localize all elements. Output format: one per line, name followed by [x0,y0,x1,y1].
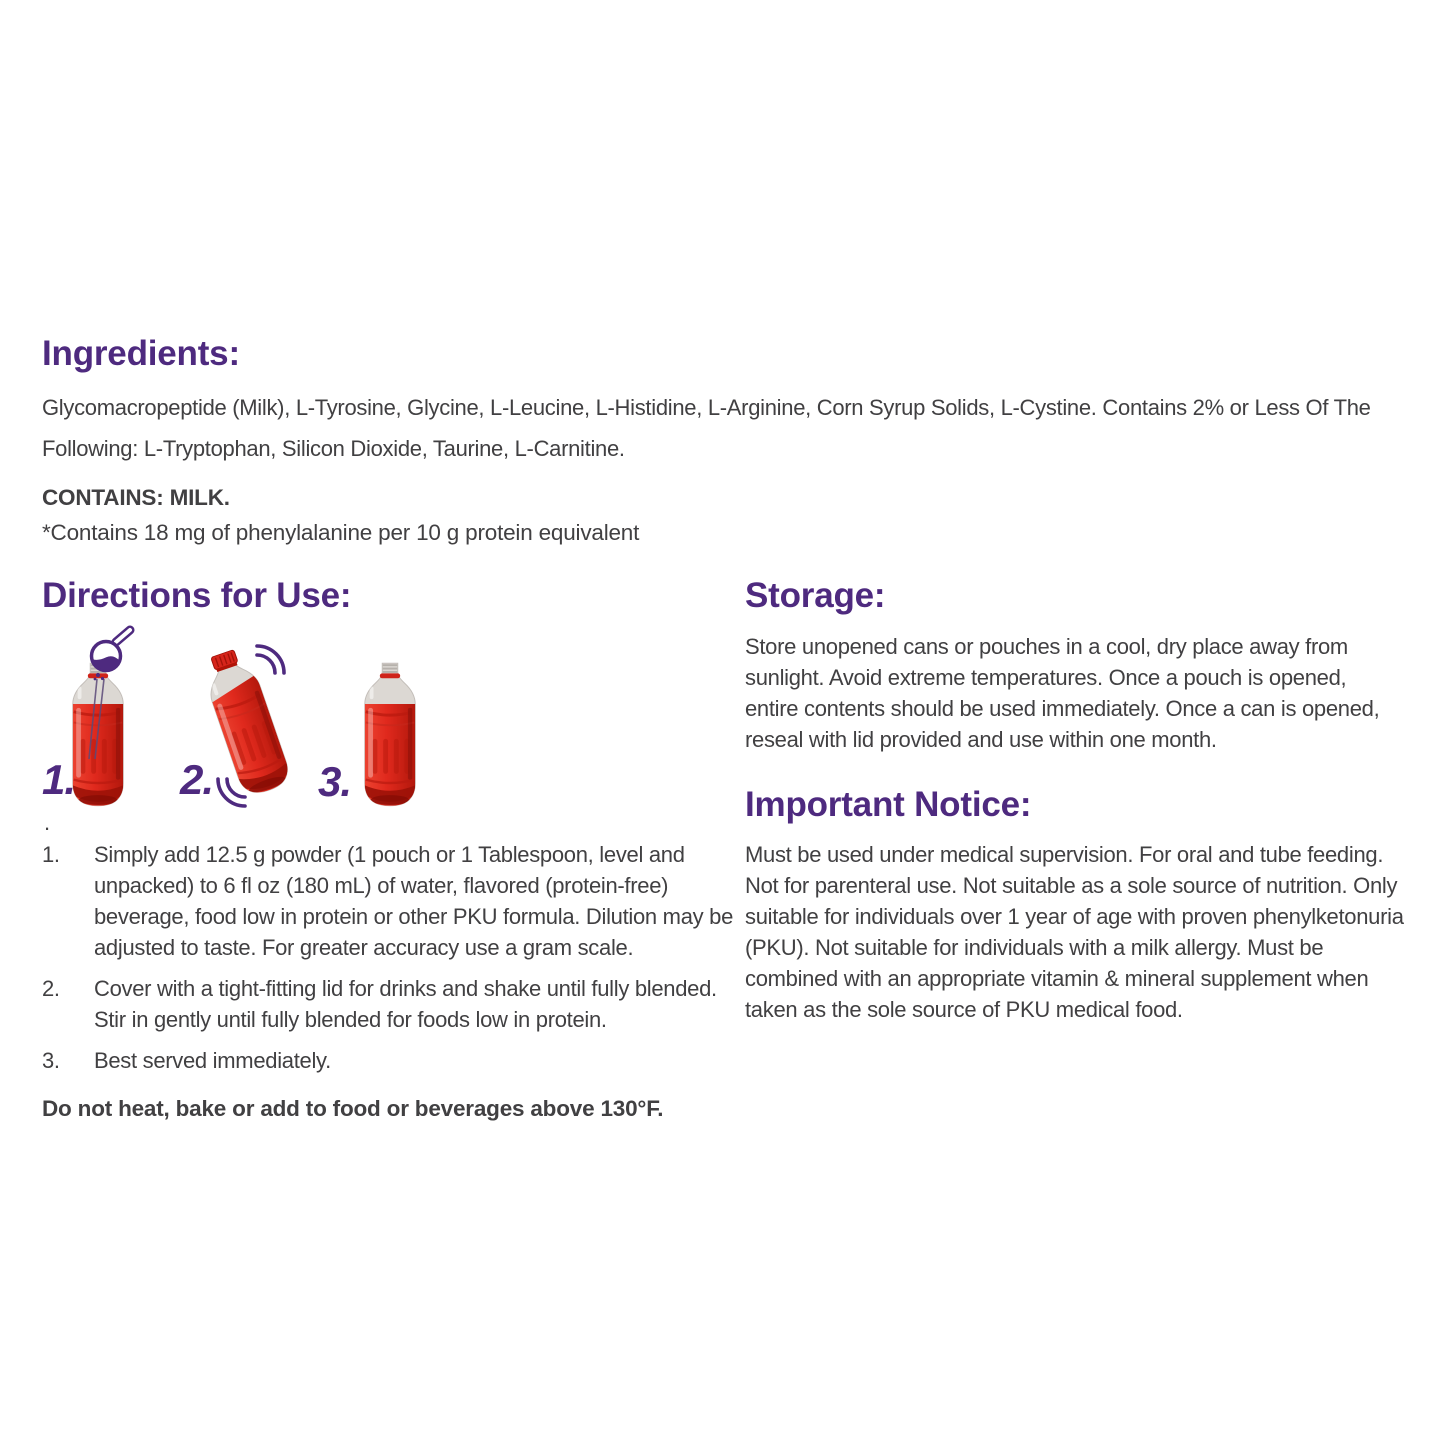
step-text: Best served immediately. [94,1047,331,1073]
allergen-statement: CONTAINS: MILK. [42,485,230,511]
scoop-icon [85,625,143,683]
stray-period: . [44,809,51,835]
right-column [745,576,1405,1144]
storage-text: Store unopened cans or pouches in a cool, dry place away from sunlight. Avoid extreme temperatures. Once a pouch is opened, entire contents should be used immediately. Once a can is opened, reseal with lid provided and use within one month. [745,633,1380,752]
step-number: 1. [42,841,60,867]
step-3-illustration-number: 3. [318,757,352,805]
pour-stream-icon [86,677,108,761]
ingredients-list: Glycomacropeptide (Milk), L-Tyrosine, Glycine, L-Leucine, L-Histidine, L-Arginine, Corn Syrup Solids, L-Cystine. Contains 2% or Less Of The Following: L-Tryptophan, Silicon Dioxide, Taurine, L-Carnitine. [42,395,1371,462]
shake-arcs-icon [214,775,250,811]
important-notice-heading: Important Notice: [745,784,1032,824]
step-text: Simply add 12.5 g powder (1 pouch or 1 Tablespoon, level and unpacked) to 6 fl oz (180 mL) of water, flavored (protein-free) beverage, food low in protein or other PKU formula. Dilution may be adjusted to taste. For greater accuracy use a gram scale. [94,841,734,960]
direction-step [42,973,745,1035]
directions-steps [42,839,745,1076]
step-number: 3. [42,1047,60,1073]
heat-warning: Do not heat, bake or add to food or beverages above 130°F. [42,1095,664,1121]
step-2-illustration-number: 2. [180,755,214,803]
step-number: 2. [42,975,60,1001]
two-column-area [42,576,1405,1144]
important-notice-text: Must be used under medical supervision. For oral and tube feeding. Not for parenteral use. Not suitable as a sole source of nutrition. Only suitable for individuals over 1 year of age with proven phenylketonuria (PKU). Not suitable for individuals with a milk allergy. Must be combined with an appropriate vitamin & mineral supplement when taken as the sole source of PKU medical food. [745,841,1404,1022]
step-1-illustration-number: 1. [42,755,76,803]
shake-arcs-icon [252,641,288,677]
directions-heading: Directions for Use: [42,576,352,616]
directions-illustration [42,625,745,813]
direction-step [42,1045,745,1076]
storage-heading: Storage: [745,576,886,616]
label-content [42,334,1405,1144]
bottle-icon [358,661,422,814]
phenylalanine-note: *Contains 18 mg of phenylalanine per 10 g protein equivalent [42,520,640,546]
ingredients-heading: Ingredients: [42,334,240,373]
step-text: Cover with a tight-fitting lid for drinks and shake until fully blended. Stir in gently until fully blended for foods low in protein. [94,975,717,1032]
directions-section [42,576,745,1144]
direction-step [42,839,745,963]
